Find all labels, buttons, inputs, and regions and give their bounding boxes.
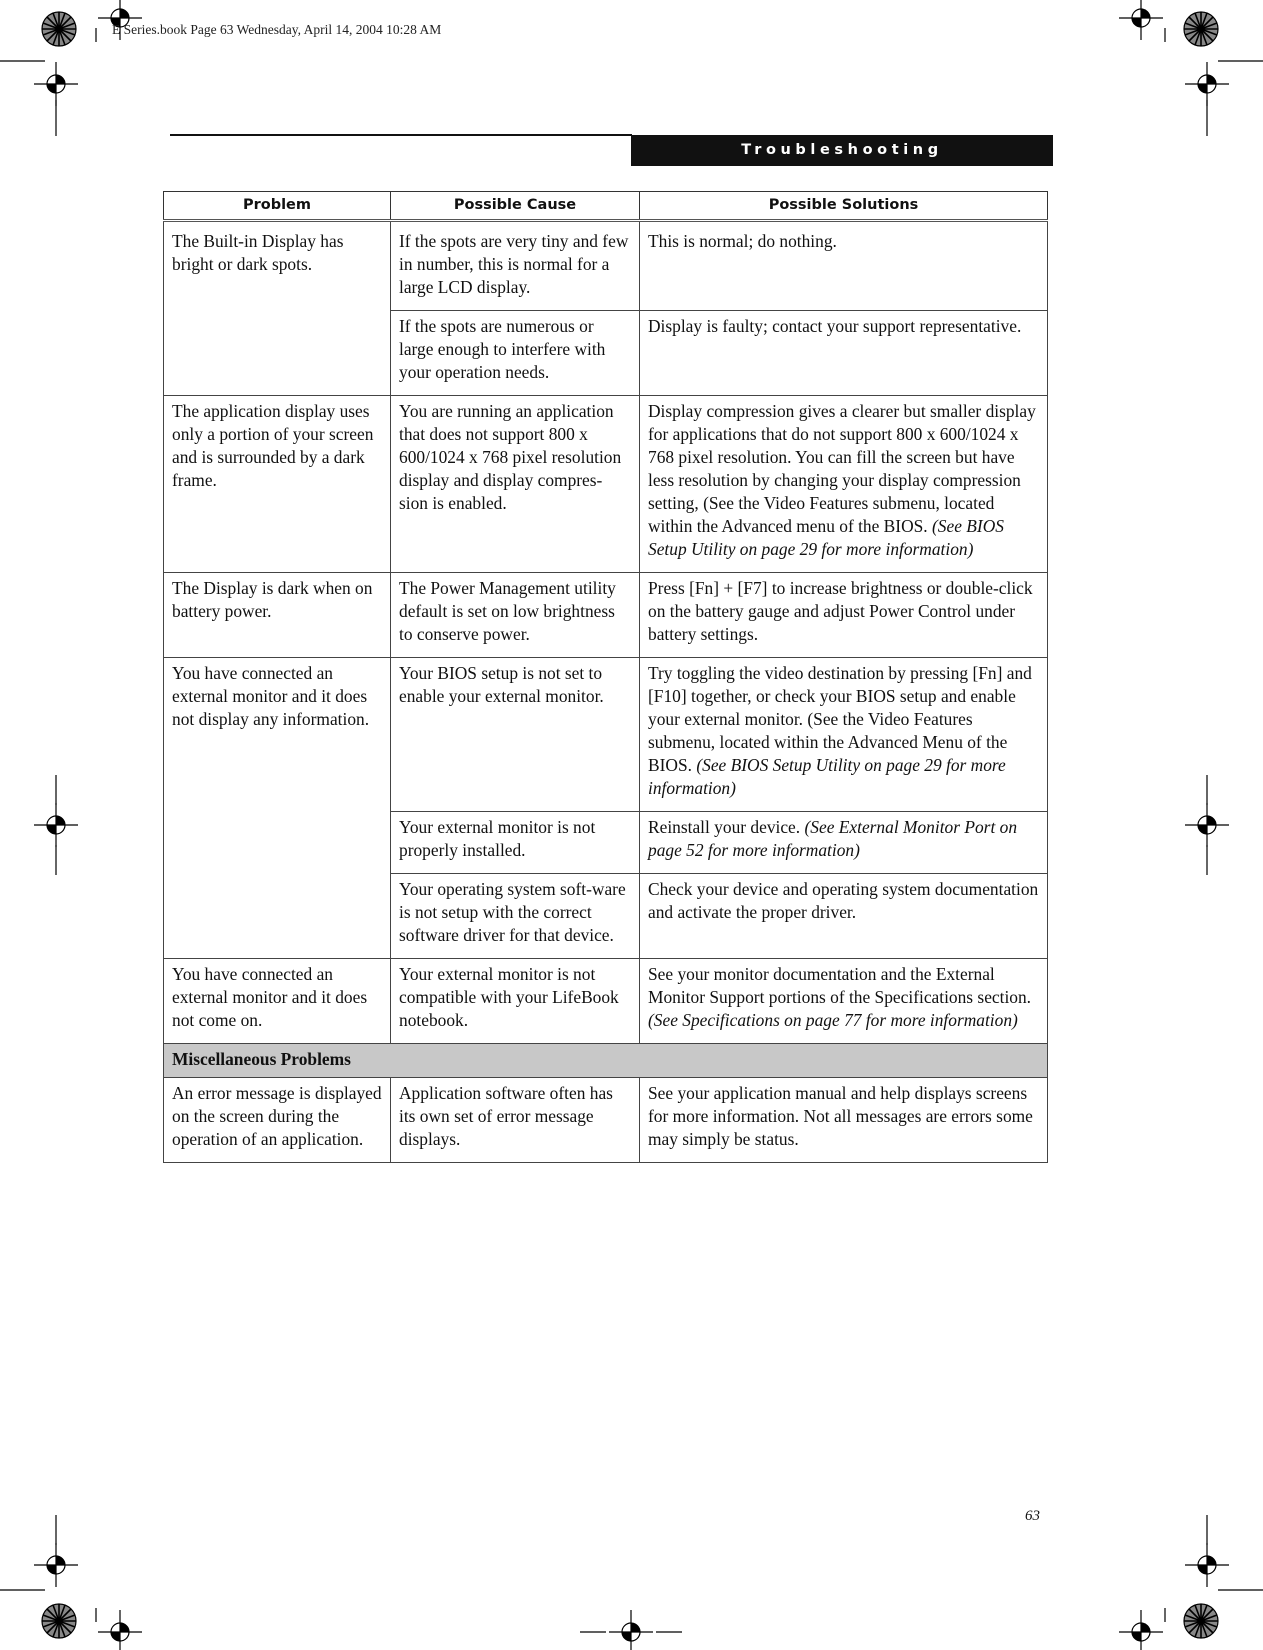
solution-cell: [640, 221, 1048, 311]
cause-cell: You are running an application that does not support 800 x 600/1024 x 768 pixel resolution display and display compres-sion is enabled.: [391, 396, 640, 573]
solution-cell: [640, 1078, 1048, 1163]
problem-cell: You have connected an external monitor and it does not come on.: [164, 959, 391, 1044]
problem-cell: The Built-in Display has bright or dark spots.: [164, 221, 391, 396]
cross-reference: (See BIOS Setup Utility on page 29 for more information): [648, 755, 1006, 798]
cause-cell: Your BIOS setup is not set to enable your external monitor.: [391, 658, 640, 812]
cause-cell: The Power Management utility default is set on low brightness to conserve power.: [391, 573, 640, 658]
print-info-line: E Series.book Page 63 Wednesday, April 14, 2004 10:28 AM: [112, 22, 442, 37]
troubleshooting-table: [163, 191, 1048, 1163]
section-header: Troubleshooting: [631, 135, 1053, 166]
table-row: [164, 959, 1048, 1044]
solution-text: Check your device and operating system documentation and activate the proper driver.: [648, 879, 1039, 922]
table-header-row: [164, 192, 1048, 221]
cause-cell: Your external monitor is not properly installed.: [391, 812, 640, 874]
cross-reference: (See BIOS Setup Utility on page 29 for more information): [648, 516, 1004, 559]
solution-cell: [640, 396, 1048, 573]
solution-cell: [640, 874, 1048, 959]
problem-cell: The Display is dark when on battery power.: [164, 573, 391, 658]
table-row: [164, 1078, 1048, 1163]
table-row: [164, 573, 1048, 658]
column-header-problem: Problem: [164, 192, 391, 221]
solution-cell: [640, 573, 1048, 658]
cause-cell: If the spots are very tiny and few in number, this is normal for a large LCD display.: [391, 221, 640, 311]
cause-cell: Your operating system soft-ware is not setup with the correct software driver for that device.: [391, 874, 640, 959]
solution-cell: [640, 658, 1048, 812]
solution-text: See your application manual and help displays screens for more information. Not all messages are errors some may simply be status.: [648, 1083, 1033, 1149]
solution-text: Display is faulty; contact your support representative.: [648, 316, 1022, 336]
solution-cell: [640, 812, 1048, 874]
page-number: 63: [1025, 1508, 1040, 1524]
section-heading: Miscellaneous Problems: [164, 1044, 1048, 1078]
problem-cell: The application display uses only a portion of your screen and is surrounded by a dark frame.: [164, 396, 391, 573]
solution-cell: [640, 311, 1048, 396]
column-header-solutions: Possible Solutions: [640, 192, 1048, 221]
solution-text: This is normal; do nothing.: [648, 231, 837, 251]
cause-cell: If the spots are numerous or large enough to interfere with your operation needs.: [391, 311, 640, 396]
column-header-cause: Possible Cause: [391, 192, 640, 221]
table-row: [164, 221, 1048, 311]
table-row: [164, 658, 1048, 812]
section-row: [164, 1044, 1048, 1078]
solution-text: Press [Fn] + [F7] to increase brightness or double-click on the battery gauge and adjust Power Control under battery settings.: [648, 578, 1033, 644]
problem-cell: You have connected an external monitor and it does not display any information.: [164, 658, 391, 959]
table-row: [164, 396, 1048, 573]
solution-text: Display compression gives a clearer but smaller display for applications that do not support 800 x 600/1024 x 768 pixel resolution. You can fill the screen but have less resolution by changing your display compression setting, (See the Video Features submenu, located within the Advanced menu of the BIOS.: [648, 401, 1036, 536]
solution-text: See your monitor documentation and the External Monitor Support portions of the Specifications section.: [648, 964, 1032, 1007]
cause-cell: Application software often has its own set of error message displays.: [391, 1078, 640, 1163]
solution-text: Try toggling the video destination by pressing [Fn] and [F10] together, or check your BIOS setup and enable your external monitor. (See the Video Features submenu, located within the Advanced Menu of the BIOS.: [648, 663, 1032, 775]
solution-text: Reinstall your device.: [648, 817, 801, 837]
header-rule: [170, 134, 632, 136]
cross-reference: (See Specifications on page 77 for more information): [648, 1010, 1018, 1030]
cause-cell: Your external monitor is not compatible with your LifeBook notebook.: [391, 959, 640, 1044]
solution-cell: [640, 959, 1048, 1044]
problem-cell: An error message is displayed on the screen during the operation of an application.: [164, 1078, 391, 1163]
cross-reference: (See External Monitor Port on page 52 for more information): [648, 817, 1018, 860]
